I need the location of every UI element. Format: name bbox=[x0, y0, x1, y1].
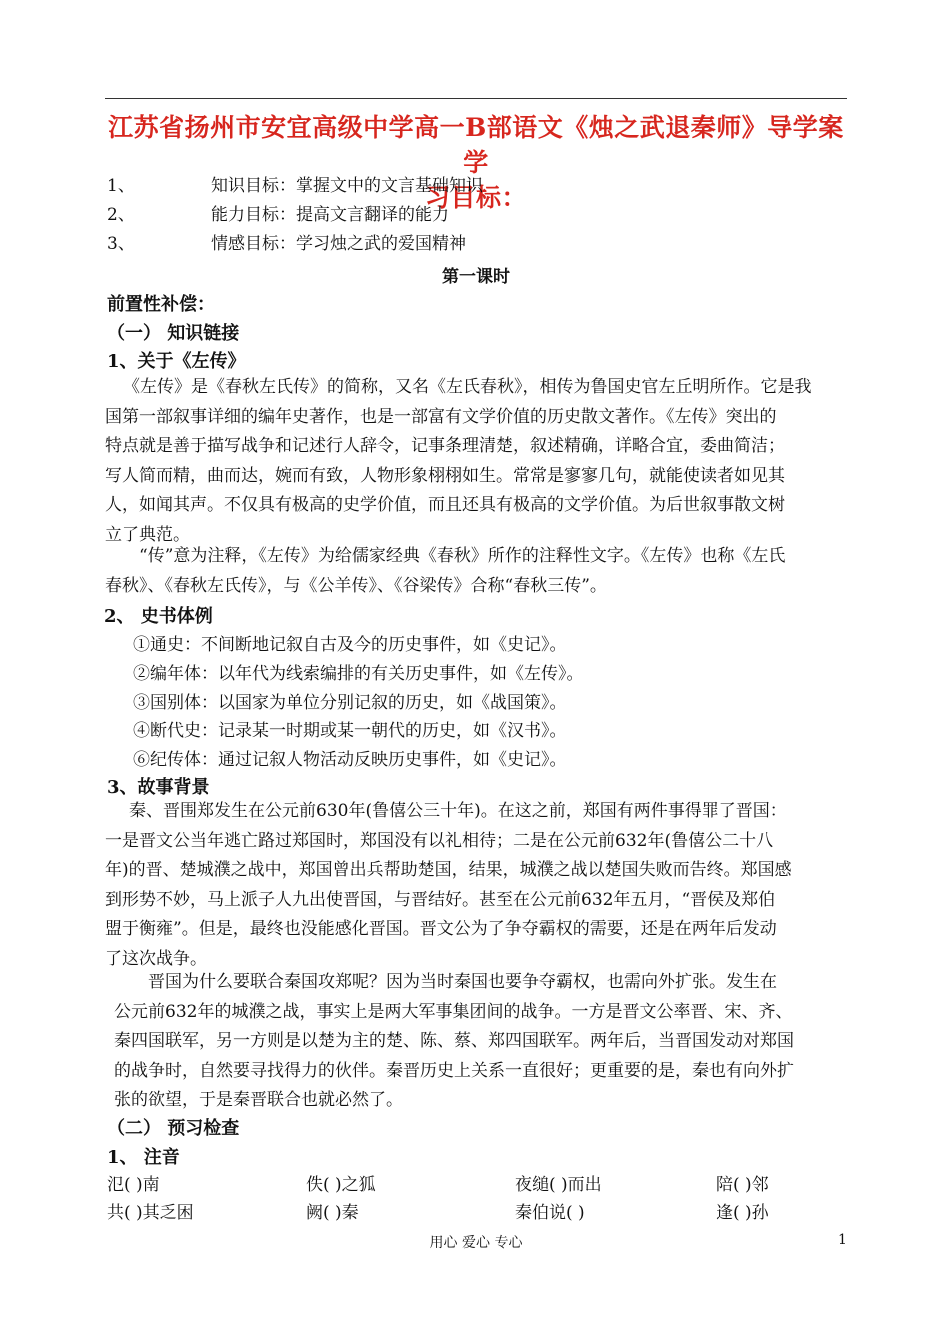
objective-text: 能力目标：提高文言翻译的能力 bbox=[211, 205, 449, 225]
text-line: 一是晋文公当年逃亡路过郑国时，郑国没有以礼相待；二是在公元前632年(鲁僖公二十八 bbox=[105, 830, 774, 851]
text-line: 晋国为什么要联合秦国攻郑呢？因为当时秦国也要争夺霸权，也需向外扩张。发生在 bbox=[148, 972, 777, 992]
text-line: 春秋》、《春秋左氏传》，与《公羊传》、《谷梁传》合称“春秋三传”。 bbox=[105, 575, 607, 596]
title-line-1: 江苏省扬州市安宜高级中学高一B部语文《烛之武退秦师》导学案学 bbox=[108, 113, 844, 177]
objective-number: 1、 bbox=[107, 176, 135, 196]
header-rule bbox=[105, 98, 847, 99]
pinyin-item: 陪( )邻 bbox=[716, 1175, 769, 1195]
history-type-item: ①通史：不间断地记叙自古及今的历史事件，如《史记》。 bbox=[133, 635, 567, 655]
text-line: 国第一部叙事详细的编年史著作，也是一部富有文学价值的历史散文著作。《左传》突出的 bbox=[105, 406, 777, 427]
pinyin-item: 共( )其乏困 bbox=[107, 1203, 194, 1223]
background-paragraph-1 bbox=[105, 797, 847, 974]
section-2-heading: （二） 预习检查 bbox=[107, 1118, 240, 1139]
objective-2 bbox=[107, 203, 449, 227]
objective-3 bbox=[107, 232, 466, 256]
pinyin-item: 秦伯说( ) bbox=[515, 1203, 585, 1223]
sub-4-heading: 1、 注音 bbox=[107, 1147, 180, 1168]
text-line: 《左传》是《春秋左氏传》的简称，又名《左氏春秋》，相传为鲁国史官左丘明所作。它是我 bbox=[123, 377, 812, 397]
text-line: “传”意为注释，《左传》为给儒家经典《春秋》所作的注释性文字。《左传》也称《左氏 bbox=[139, 546, 786, 566]
text-line: 年)的晋、楚城濮之战中，郑国曾出兵帮助楚国，结果，城濮之战以楚国失败而告终。郑国感 bbox=[105, 860, 792, 880]
lesson-title: 第一课时 bbox=[442, 267, 510, 287]
page-number: 1 bbox=[838, 1232, 847, 1248]
history-type-item: ③国别体：以国家为单位分别记叙的历史，如《战国策》。 bbox=[133, 693, 567, 713]
text-line: 人，如闻其声。不仅具有极高的史学价值，而且还具有极高的文学价值。为后世叙事散文树 bbox=[105, 495, 785, 515]
text-line: 了这次战争。 bbox=[105, 948, 207, 969]
text-line: 公元前632年的城濮之战，事实上是两大军事集团间的战争。一方是晋文公率晋、宋、齐、 bbox=[114, 1001, 793, 1022]
objective-number: 2、 bbox=[107, 205, 135, 225]
objective-number: 3、 bbox=[107, 234, 135, 254]
text-line: 特点就是善于描写战争和记述行人辞令，记事条理清楚，叙述精确，详略合宜，委曲简洁； bbox=[105, 436, 785, 456]
history-type-item: ②编年体：以年代为线索编排的有关历史事件，如《左传》。 bbox=[133, 664, 584, 684]
title-line-2: 习目标： bbox=[424, 183, 527, 212]
sub-3-heading: 3、故事背景 bbox=[107, 777, 210, 798]
zuozhuan-paragraph-1 bbox=[105, 373, 847, 550]
sub-1-heading: 1、关于《左传》 bbox=[107, 351, 246, 372]
history-type-item: ⑥纪传体：通过记叙人物活动反映历史事件，如《史记》。 bbox=[133, 750, 567, 770]
background-paragraph-2 bbox=[114, 968, 847, 1116]
text-line: 张的欲望，于是秦晋联合也就必然了。 bbox=[114, 1090, 403, 1110]
objective-1 bbox=[107, 174, 483, 198]
section-1-heading: （一） 知识链接 bbox=[107, 323, 240, 344]
page-footer: 用心 爱心 专心 bbox=[429, 1235, 523, 1251]
pinyin-item: 逢( )孙 bbox=[716, 1203, 769, 1223]
text-line: 秦、晋围郑发生在公元前630年(鲁僖公三十年)。在这之前，郑国有两件事得罪了晋国： bbox=[129, 801, 787, 821]
text-line: 的战争时，自然要寻找得力的伙伴。秦晋历史上关系一直很好；更重要的是，秦也有向外扩 bbox=[114, 1060, 794, 1081]
pinyin-item: 氾( )南 bbox=[107, 1175, 160, 1195]
zuozhuan-paragraph-2 bbox=[105, 542, 847, 601]
text-line: 立了典范。 bbox=[105, 524, 190, 545]
text-line: 秦四国联军，另一方则是以楚为主的楚、陈、蔡、郑四国联军。两年后，当晋国发动对郑国 bbox=[114, 1031, 794, 1051]
pinyin-item: 夜缒( )而出 bbox=[515, 1175, 602, 1195]
sub-2-heading: 2、 史书体例 bbox=[104, 606, 213, 627]
objective-text: 知识目标：掌握文中的文言基础知识 bbox=[211, 176, 483, 196]
document-title bbox=[105, 110, 847, 215]
objective-text: 情感目标：学习烛之武的爱国精神 bbox=[211, 234, 466, 254]
text-line: 到形势不妙，马上派子人九出使晋国，与晋结好。甚至在公元前632年五月，“晋侯及郑伯 bbox=[105, 889, 776, 910]
text-line: 盟于衡雍”。但是，最终也没能感化晋国。晋文公为了争夺霸权的需要，还是在两年后发动 bbox=[105, 919, 777, 939]
history-type-item: ④断代史：记录某一时期或某一朝代的历史，如《汉书》。 bbox=[133, 721, 567, 741]
pinyin-item: 佚( )之狐 bbox=[306, 1175, 376, 1195]
text-line: 写人简而精，曲而达，婉而有致，人物形象栩栩如生。常常是寥寥几句，就能使读者如见其 bbox=[105, 465, 785, 486]
pinyin-item: 阙( )秦 bbox=[306, 1203, 359, 1223]
section-pre-heading: 前置性补偿： bbox=[107, 294, 215, 315]
